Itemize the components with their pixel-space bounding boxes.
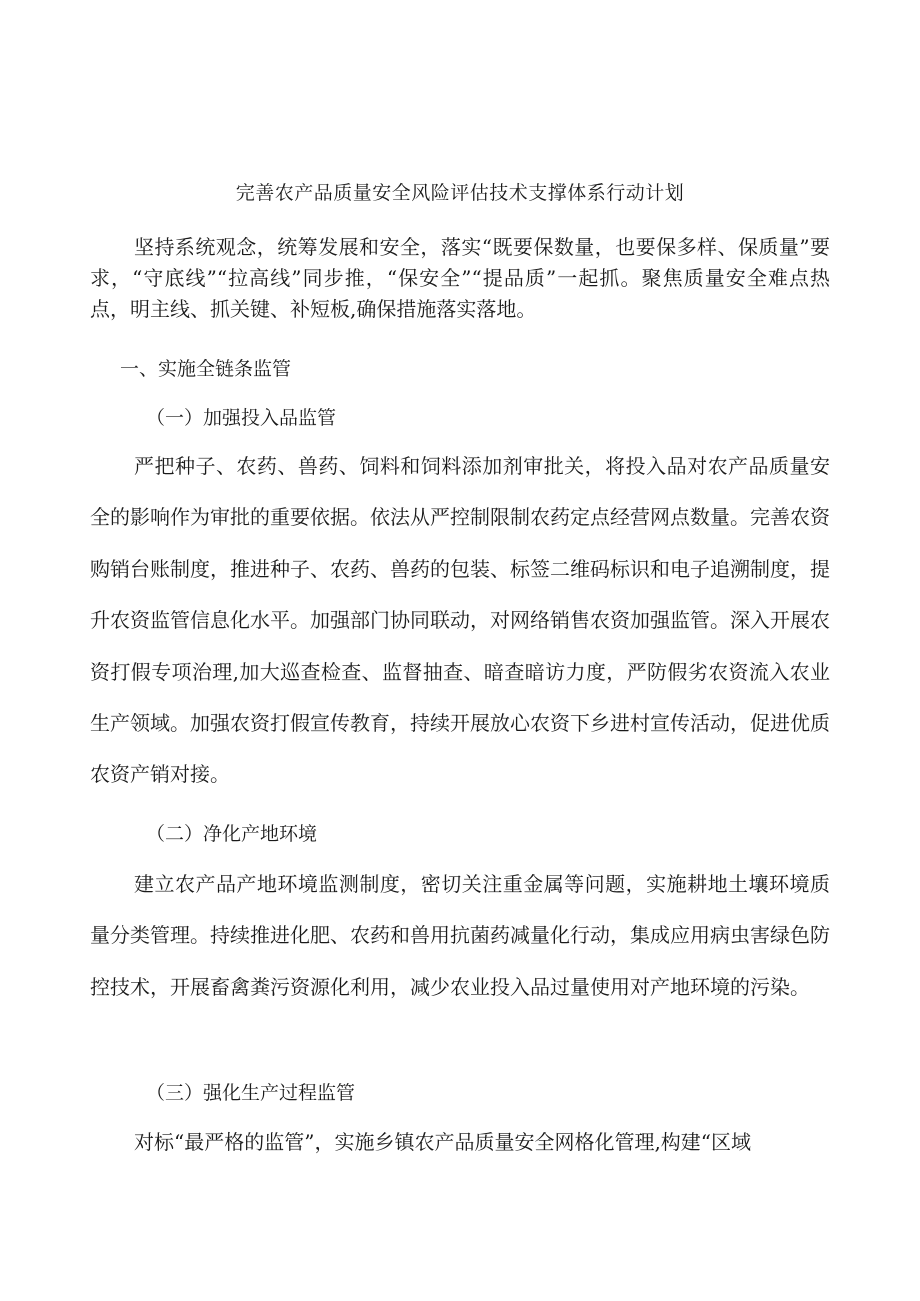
section-heading-1: 一、实施全链条监管 bbox=[120, 358, 292, 380]
document-title: 完善农产品质量安全风险评估技术支撑体系行动计划 bbox=[235, 182, 685, 204]
subsection-body-1: 严把种子、农药、兽药、饲料和饲料添加剂审批关，将投入品对农产品质量安全的影响作为审批的重要依据。依法从严控制限制农药定点经营网点数量。完善农资购销台账制度，推进种子、农药、兽药的包装、标签二维码标识和电子追溯制度，提升农资监管信息化水平。加强部门协同联动，对网络销售农资加强监管。深入开展农资打假专项治理,加大巡查检查、监督抽查、暗查暗访力度，严防假劣农资流入农业生产领域。加强农资打假宣传教育，持续开展放心农资下乡进村宣传活动，促进优质农资产销对接。 bbox=[90, 454, 830, 787]
subsection-heading-2: （二）净化产地环境 bbox=[146, 823, 318, 845]
subsection-heading-3: （三）强化生产过程监管 bbox=[146, 1082, 356, 1104]
subsection-heading-1: （一）加强投入品监管 bbox=[146, 407, 337, 429]
intro-paragraph: 坚持系统观念，统筹发展和安全，落实“既要保数量，也要保多样、保质量”要求，“守底线”“拉高线”同步推，“保安全”“提品质”一起抓。聚焦质量安全难点热点，明主线、抓关键、补短板,确保措施落实落地。 bbox=[90, 235, 830, 321]
subsection-body-2: 建立农产品产地环境监测制度，密切关注重金属等问题，实施耕地土壤环境质量分类管理。持续推进化肥、农药和兽用抗菌药减量化行动，集成应用病虫害绿色防控技术，开展畜禽粪污资源化利用，减少农业投入品过量使用对产地环境的污染。 bbox=[90, 872, 830, 999]
subsection-body-3: 对标“最严格的监管”，实施乡镇农产品质量安全网格化管理,构建“区域 bbox=[134, 1130, 752, 1154]
